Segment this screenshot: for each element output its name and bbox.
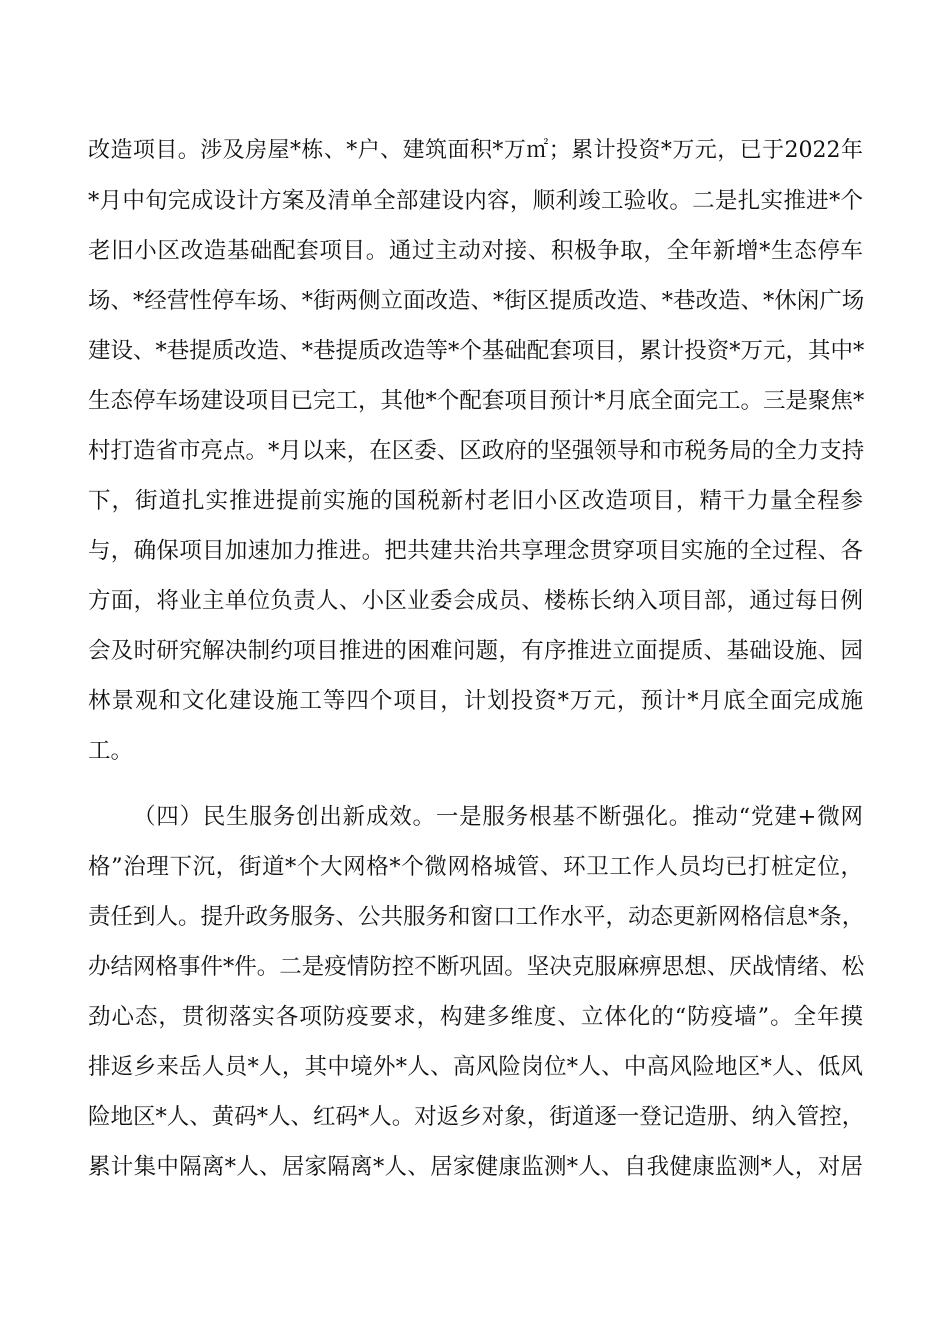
section-heading-line: （四）民生服务创出新成效。一是服务根基不断强化。推动“党建+微网 bbox=[133, 804, 863, 830]
text-line: 险地区*人、黄码*人、红码*人。对返乡对象，街道逐一登记造册、纳入管控， bbox=[88, 1104, 865, 1130]
text-line: 场、*经营性停车场、*街两侧立面改造、*街区提质改造、*巷改造、*休闲广场 bbox=[88, 288, 865, 314]
text-line: 生态停车场建设项目已完工，其他*个配套项目预计*月底全面完工。三是聚焦* bbox=[88, 388, 865, 414]
text-line: 建设、*巷提质改造、*巷提质改造等*个基础配套项目，累计投资*万元，其中* bbox=[88, 338, 865, 364]
text-line: 老旧小区改造基础配套项目。通过主动对接、积极争取，全年新增*生态停车 bbox=[88, 238, 863, 264]
text-line: 方面，将业主单位负责人、小区业委会成员、楼栋长纳入项目部，通过每日例 bbox=[88, 588, 863, 614]
text-line: 劲心态，贯彻落实各项防疫要求，构建多维度、立体化的“防疫墙”。全年摸 bbox=[88, 1004, 863, 1030]
text-line: 与，确保项目加速加力推进。把共建共治共享理念贯穿项目实施的全过程、各 bbox=[88, 538, 863, 564]
text-line: 改造项目。涉及房屋*栋、*户、建筑面积*万㎡；累计投资*万元，已于2022年 bbox=[88, 138, 863, 163]
text-line: 会及时研究解决制约项目推进的困难问题，有序推进立面提质、基础设施、园 bbox=[88, 638, 863, 664]
text-line: 工。 bbox=[88, 738, 134, 764]
text-line: 责任到人。提升政务服务、公共服务和窗口工作水平，动态更新网格信息*条， bbox=[88, 904, 865, 930]
text-line: 办结网格事件*件。二是疫情防控不断巩固。坚决克服麻痹思想、厌战情绪、松 bbox=[88, 954, 865, 980]
text-line: *月中旬完成设计方案及清单全部建设内容，顺利竣工验收。二是扎实推进*个 bbox=[88, 188, 863, 214]
text-line: 排返乡来岳人员*人，其中境外*人、高风险岗位*人、中高风险地区*人、低风 bbox=[88, 1054, 863, 1080]
text-line: 格”治理下沉，街道*个大网格*个微网格城管、环卫工作人员均已打桩定位， bbox=[88, 854, 863, 880]
text-line: 累计集中隔离*人、居家隔离*人、居家健康监测*人、自我健康监测*人，对居 bbox=[88, 1154, 863, 1180]
text-line: 村打造省市亮点。*月以来，在区委、区政府的坚强领导和市税务局的全力支持 bbox=[88, 438, 865, 464]
text-line: 下，街道扎实推进提前实施的国税新村老旧小区改造项目，精干力量全程参 bbox=[88, 488, 863, 514]
text-line: 林景观和文化建设施工等四个项目，计划投资*万元，预计*月底全面完成施 bbox=[88, 688, 863, 714]
